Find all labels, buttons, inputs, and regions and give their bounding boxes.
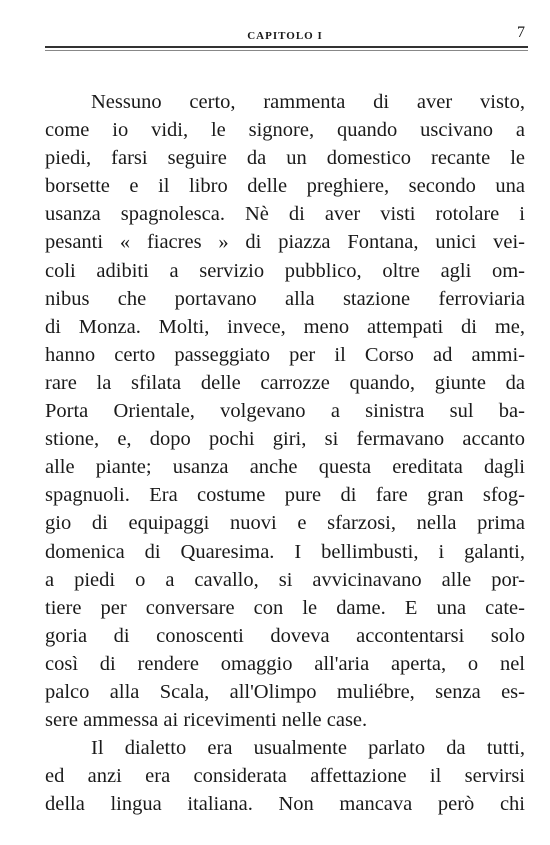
- text-line: piedi, farsi seguire da un domestico recante le: [45, 147, 525, 170]
- text-line: così di rendere omaggio all'aria aperta, o nel: [45, 652, 525, 675]
- text-line: come io vidi, le signore, quando uscivano a: [45, 119, 525, 142]
- text-line: ed anzi era considerata affettazione il servirsi: [45, 765, 525, 788]
- text-line: di Monza. Molti, invece, meno attempati di me,: [45, 315, 525, 338]
- text-line: palco alla Scala, all'Olimpo muliébre, senza es-: [45, 680, 525, 703]
- text-line: spagnuoli. Era costume pure di fare gran sfog-: [45, 484, 525, 507]
- text-line: a piedi o a cavallo, si avvicinavano alle por-: [45, 568, 525, 591]
- body-text: [45, 88, 525, 818]
- text-line: sere ammessa ai ricevimenti nelle case.: [45, 709, 368, 732]
- text-line: hanno certo passeggiato per il Corso ad ammi-: [45, 343, 525, 366]
- text-line: coli adibiti a servizio pubblico, oltre agli om-: [45, 259, 525, 282]
- chapter-title: CAPITOLO I: [247, 30, 323, 42]
- text-line: usanza spagnolesca. Nè di aver visti rotolare i: [45, 203, 525, 226]
- text-line: Il dialetto era usualmente parlato da tutti,: [91, 737, 525, 760]
- text-line: alle piante; usanza anche questa ereditata dagli: [45, 456, 525, 479]
- text-line: nibus che portavano alla stazione ferroviaria: [45, 287, 525, 310]
- running-head: [45, 24, 525, 44]
- header-rule: [45, 46, 528, 48]
- page-number: 7: [517, 24, 525, 41]
- text-line: gio di equipaggi nuovi e sfarzosi, nella prima: [45, 512, 525, 535]
- text-line: della lingua italiana. Non mancava però chi: [45, 793, 525, 816]
- text-line: stione, e, dopo pochi giri, si fermavano accanto: [45, 428, 525, 451]
- header-rule-thin: [45, 50, 528, 51]
- text-line: tiere per conversare con le dame. E una cate-: [45, 596, 525, 619]
- text-line: rare la sfilata delle carrozze quando, giunte da: [45, 371, 525, 394]
- text-line: Nessuno certo, rammenta di aver visto,: [91, 91, 525, 113]
- text-line: goria di conoscenti doveva accontentarsi solo: [45, 624, 525, 647]
- text-line: Porta Orientale, volgevano a sinistra sul ba-: [45, 400, 525, 423]
- text-line: domenica di Quaresima. I bellimbusti, i galanti,: [45, 540, 525, 563]
- text-line: borsette e il libro delle preghiere, secondo una: [45, 175, 525, 198]
- text-line: pesanti « fiacres » di piazza Fontana, unici vei-: [45, 231, 525, 254]
